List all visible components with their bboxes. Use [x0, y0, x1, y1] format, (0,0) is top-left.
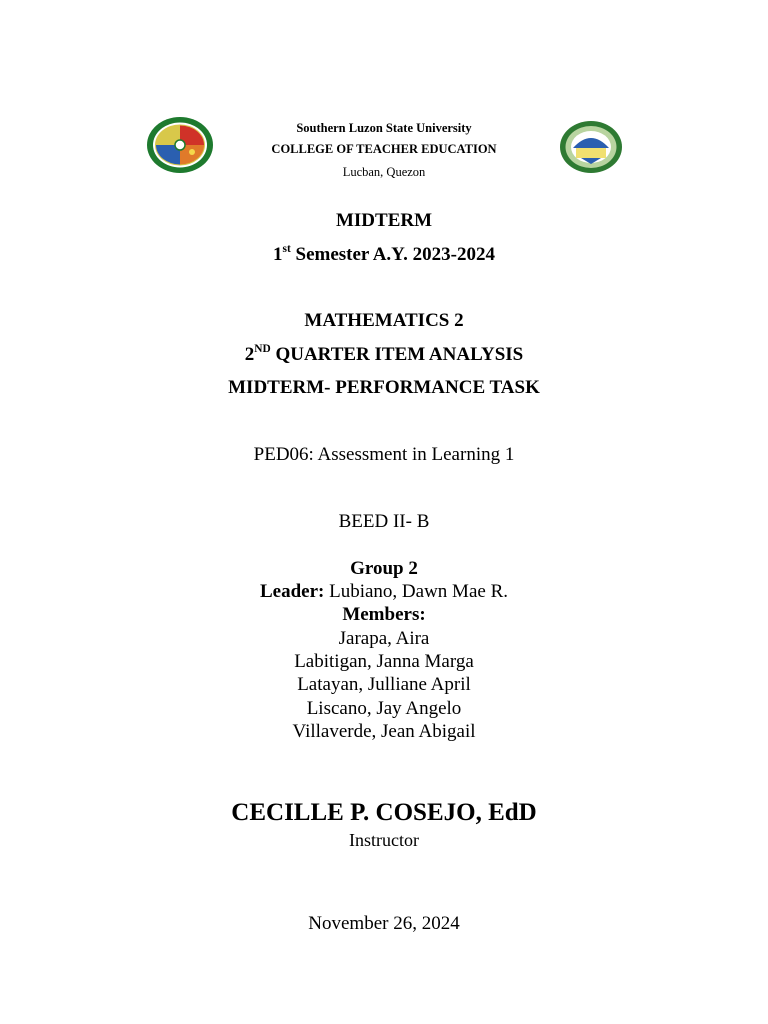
member-item: Liscano, Jay Angelo [306, 698, 462, 719]
subject-title: MATHEMATICS 2 [304, 310, 464, 331]
quarter-suffix: ND [254, 342, 271, 355]
university-name: Southern Luzon State University [296, 121, 472, 135]
member-item: Labitigan, Janna Marga [294, 651, 474, 672]
quarter-line [0, 344, 768, 366]
midterm-title: MIDTERM [335, 210, 433, 231]
leader-line [0, 581, 768, 603]
quarter-number: 2 [244, 344, 255, 365]
members-label: Members: [342, 604, 426, 625]
semester-number: 1 [273, 244, 283, 265]
member-item: Villaverde, Jean Abigail [292, 721, 476, 742]
quarter-text: QUARTER ITEM ANALYSIS [270, 344, 524, 365]
semester-line [0, 244, 768, 266]
semester-text: Semester A.Y. 2023-2024 [290, 244, 495, 265]
instructor-name: CECILLE P. COSEJO, EdD [231, 799, 537, 826]
college-name: COLLEGE OF TEACHER EDUCATION [271, 142, 497, 156]
semester-suffix: st [282, 242, 291, 255]
member-item: Jarapa, Aira [338, 628, 430, 649]
group-name: Group 2 [350, 558, 418, 579]
member-item: Latayan, Julliane April [297, 674, 471, 695]
section-name: BEED II- B [338, 511, 430, 532]
leader-name: Lubiano, Dawn Mae R. [324, 581, 508, 602]
leader-label: Leader: [259, 581, 325, 602]
task-title: MIDTERM- PERFORMANCE TASK [228, 377, 540, 398]
instructor-role: Instructor [349, 830, 419, 850]
date: November 26, 2024 [308, 913, 460, 934]
course-name: PED06: Assessment in Learning 1 [253, 444, 515, 465]
location: Lucban, Quezon [342, 165, 426, 179]
